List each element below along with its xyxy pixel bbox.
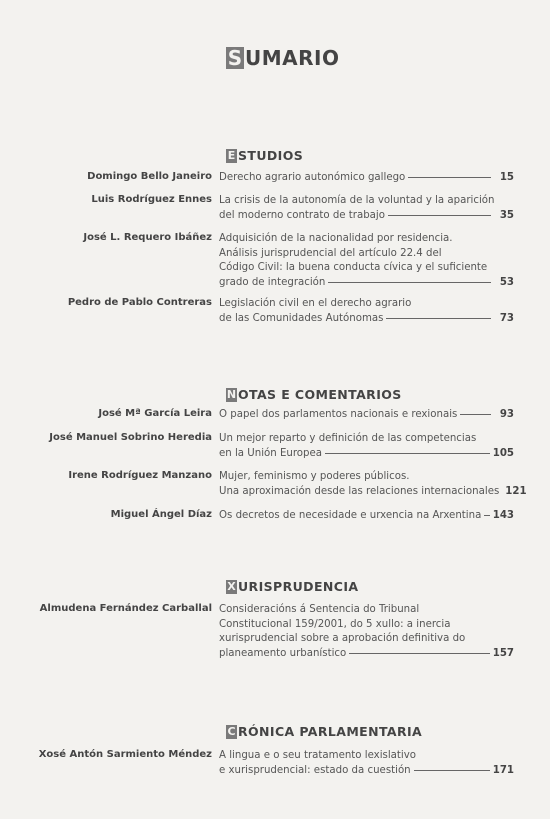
entry-title-last-line xyxy=(219,312,514,327)
entry-title-line: A lingua e o seu tratamento lexislativo xyxy=(219,750,416,761)
entry-title-line: xurisprudencial sobre a aprobación definitiva do xyxy=(219,633,466,645)
page-number: 157 xyxy=(492,647,514,659)
entry-title-line: La crisis de la autonomía de la voluntad y la aparición xyxy=(219,195,495,206)
entry-title-line: Adquisición de la nacionalidad por residencia. xyxy=(219,233,453,244)
page-title xyxy=(226,46,339,70)
entry-author: Irene Rodríguez Manzano xyxy=(68,470,212,481)
entry-title xyxy=(219,749,514,778)
entry-title xyxy=(219,297,514,326)
entry-title-line: Un mejor reparto y definición de las competencias xyxy=(219,433,477,444)
entry-author: José L. Requero Ibáñez xyxy=(83,232,212,243)
page-number: 93 xyxy=(499,409,514,420)
page-title-initial: S xyxy=(227,46,243,70)
leader-line xyxy=(408,177,491,178)
section-heading xyxy=(226,148,303,163)
entry-author: Miguel Ángel Díaz xyxy=(110,509,212,520)
page-number: 73 xyxy=(499,312,514,324)
entry-title-line: e xurisprudencial: estado da cuestión xyxy=(219,764,411,776)
page-number: 35 xyxy=(499,209,514,221)
entry-author: Domingo Bello Janeiro xyxy=(87,171,212,182)
entry-title-line: Una aproximación desde las relaciones internacionales xyxy=(219,485,500,497)
leader-line xyxy=(325,453,490,454)
entry-title-last-line xyxy=(219,485,527,500)
entry-author: Xosé Antón Sarmiento Méndez xyxy=(38,749,212,760)
page-number: 143 xyxy=(492,510,514,521)
entry-author: Luis Rodríguez Ennes xyxy=(91,194,212,205)
section-heading xyxy=(226,579,358,594)
entry-title xyxy=(219,194,514,223)
entry-title-last-line xyxy=(219,647,514,662)
entry-title-line: Consideracións á Sentencia do Tribunal xyxy=(219,604,420,615)
section-heading-initial: N xyxy=(226,388,237,401)
entry-title-line: Análisis jurisprudencial del artículo 22.4 del xyxy=(219,247,442,259)
entry-title-last-line xyxy=(219,276,514,291)
section-heading-initial: X xyxy=(227,580,236,593)
entry-title-line: Código Civil: la buena conducta cívica y el suficiente xyxy=(219,262,488,274)
leader-line xyxy=(349,653,490,654)
section-heading xyxy=(226,387,402,402)
entry-title xyxy=(219,470,527,499)
entry-title-line: grado de integración xyxy=(219,276,326,288)
section-heading-rest: RÓNICA PARLAMENTARIA xyxy=(238,724,423,739)
entry-author: José Mª García Leira xyxy=(98,408,212,419)
entry-title-line: Legislación civil en el derecho agrario xyxy=(219,298,412,309)
leader-line xyxy=(414,770,490,771)
entry-title-last-line xyxy=(219,408,514,423)
entry-author: Almudena Fernández Carballal xyxy=(39,603,212,614)
page-title-rest: UMARIO xyxy=(245,46,340,70)
section-heading-initial: E xyxy=(227,149,236,162)
entry-title xyxy=(219,509,514,524)
entry-title-last-line xyxy=(219,509,514,524)
entry-title xyxy=(219,171,514,186)
section-heading xyxy=(226,724,422,739)
page-number: 53 xyxy=(499,276,514,288)
leader-line xyxy=(484,515,489,516)
page-number: 15 xyxy=(499,172,514,183)
entry-title-line: Mujer, feminismo y poderes públicos. xyxy=(219,471,410,482)
entry-title-last-line xyxy=(219,171,514,186)
entry-title xyxy=(219,232,514,290)
section-heading-rest: STUDIOS xyxy=(238,148,304,163)
entry-title-line: Constitucional 159/2001, do 5 xullo: a inercia xyxy=(219,618,451,630)
entry-title-line: planeamento urbanístico xyxy=(219,647,347,659)
entry-title-line: de las Comunidades Autónomas xyxy=(219,312,384,324)
entry-title-line: del moderno contrato de trabajo xyxy=(219,209,385,221)
section-heading-rest: OTAS E COMENTARIOS xyxy=(238,387,402,402)
entry-title-line: Derecho agrario autonómico gallego xyxy=(219,172,406,183)
entry-title-line: O papel dos parlamentos nacionais e rexionais xyxy=(219,409,458,420)
page-number: 105 xyxy=(492,447,514,459)
leader-line xyxy=(460,414,491,415)
entry-author: Pedro de Pablo Contreras xyxy=(67,297,212,308)
leader-line xyxy=(328,282,491,283)
entry-title xyxy=(219,603,514,661)
entry-title xyxy=(219,408,514,423)
page-number: 121 xyxy=(505,485,527,497)
section-heading-initial: C xyxy=(227,725,236,738)
entry-title xyxy=(219,432,514,461)
entry-title-line: en la Unión Europea xyxy=(219,447,323,459)
entry-author: José Manuel Sobrino Heredia xyxy=(49,432,212,443)
page-number: 171 xyxy=(492,764,514,776)
entry-title-last-line xyxy=(219,764,514,779)
leader-line xyxy=(388,215,491,216)
entry-title-last-line xyxy=(219,447,514,462)
leader-line xyxy=(386,318,491,319)
entry-title-line: Os decretos de necesidade e urxencia na Arxentina xyxy=(219,510,482,521)
section-heading-rest: URISPRUDENCIA xyxy=(238,579,359,594)
entry-title-last-line xyxy=(219,209,514,224)
